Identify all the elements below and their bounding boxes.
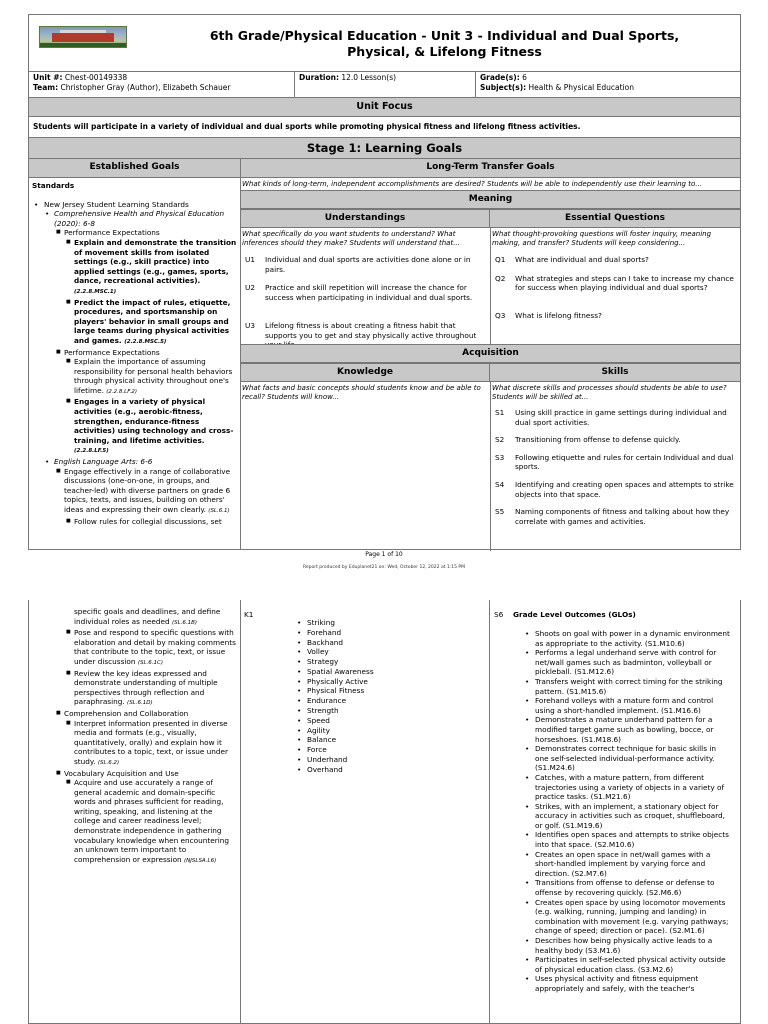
glo-item: • Catches, with a mature pattern, from different trajectories using a variety of objects in a variety of practice tasks. (S1.M21.6) [525,773,730,802]
skill-text: Following etiquette and rules for certain Individual and dual sports. [515,452,734,472]
ltt-goals-heading: Long-Term Transfer Goals [241,159,740,178]
unit-title: 6th Grade/Physical Education - Unit 3 - Individual and Dual Sports, Physical, & Lifelong Fitness [209,28,680,59]
standard-item [32,298,237,348]
standard-item [32,228,237,238]
document-page-2 [0,600,768,1024]
standards-heading: Standards [32,181,75,190]
standard-text: Acquire and use accurately a range of general academic and domain-specific words and phrases sufficient for reading, writing, speaking, and listening at the college and career readiness level; demonstrate independence in gathering vocabulary knowledge when encountering an unknown term important to comprehension or expression [74,778,230,864]
glo-list [525,629,730,994]
standards-list-continued [32,607,237,866]
skill-text: Transitioning from offense to defense quickly. [515,435,681,445]
unit-focus-text: Students will participate in a variety of individual and dual sports while promoting physical fitness and lifelong fitness activities. [28,116,741,138]
standard-item [32,200,237,210]
standard-code: (2.2.8.LF.2) [106,388,138,395]
k1-item: • Volley [297,647,477,657]
standard-text: Vocabulary Acquisition and Use [64,768,179,778]
standard-item [32,719,237,769]
k1-item: • Speed [297,716,477,726]
essential-question-text: What are individual and dual sports? [515,255,649,264]
essential-question-key: Q1 [495,255,506,264]
ltt-prompt: What kinds of long-term, independent accomplishments are desired? Students will be able to independently use their learning to... [242,180,702,188]
skills-prompt: What discrete skills and processes should students be able to use? Students will be skilled at... [492,384,727,401]
document-header [28,14,741,72]
glo-item: • Performs a legal underhand serve with control for net/wall games such as badminton, volleyball or pickleball. (S1.M12.6) [525,648,730,677]
standard-item [32,457,237,467]
standard-text: specific goals and deadlines, and define individual roles as needed [74,607,221,626]
standard-code: (SL.6.2) [97,759,120,766]
k1-item: • Physically Active [297,677,477,687]
standard-item [32,467,237,517]
standard-code: (2.2.8.LF.5) [74,448,109,455]
meaning-heading: Meaning [241,190,740,209]
k1-item: • Overhand [297,765,477,775]
understanding-text: Individual and dual sports are activities done alone or in pairs. [265,255,471,274]
standard-text: Predict the impact of rules, etiquette, procedures, and sportsmanship on players' behavior in small groups and large teams during physical activities and games. [74,297,231,345]
understanding-text: Lifelong fitness is about creating a fitness habit that supports you to get and stay physically active throughout [265,321,477,340]
skills-heading: Skills [490,363,740,382]
k1-item: • Forehand [297,628,477,638]
standard-code: (SL.6.1B) [171,619,198,626]
page-number: Page 1 of 10 [365,551,403,558]
glo-item: • Demonstrates a mature underhand pattern for a modified target game such as bowling, bocce, or horseshoes. (S1.M18.6) [525,715,730,744]
standard-item [32,709,237,719]
transfer-goals-column [241,159,740,549]
standard-text: Follow rules for collegial discussions, set [74,516,222,526]
k1-item: • Agility [297,726,477,736]
glo-item: • Describes how being physically active leads to a healthy body (S3.M1.6) [525,936,730,955]
k1-item: • Strategy [297,657,477,667]
standard-item [32,348,237,358]
established-goals-heading: Established Goals [29,159,240,178]
glo-item: • Forehand volleys with a mature form and control using a short-handled implement. (S1.M16.6) [525,696,730,715]
understanding-text: Practice and skill repetition will increase the chance for success when participating in individual and dual sports. [265,283,473,302]
standard-text: Comprehension and Collaboration [64,708,189,718]
standard-item [32,628,237,668]
standard-code: (2.2.8.MSC.5) [124,338,167,345]
standard-code: (NJSLSA.L6) [184,857,217,864]
standard-item [32,669,237,709]
s6-key: S6 [494,610,504,619]
standard-text: English Language Arts: 6-6 [54,457,153,467]
skill-text: Identifying and creating open spaces and attempts to strike objects into that space. [515,480,734,499]
standard-item [32,397,237,457]
standard-text: Performance Expectations [64,228,160,238]
acquisition-heading: Acquisition [241,344,740,363]
k1-item: • Striking [297,618,477,628]
standard-code: (SL.6.1) [208,508,230,514]
standards-column-continued [29,600,241,1023]
understanding-key: U1 [245,255,255,264]
standard-text: Pose and respond to specific questions with elaboration and detail by making comments that contribute to the topic, text, or issue under discussion [74,628,236,666]
essential-question-text: What is lifelong fitness? [515,311,602,321]
eq-prompt: What thought-provoking questions will foster inquiry, meaning making, and transfer? Students will keep considering... [492,230,712,247]
skill-key: S5 [495,507,505,517]
skill-key: S1 [495,408,505,417]
stage-1-heading: Stage 1: Learning Goals [28,137,741,159]
standard-text: Interpret information presented in diverse media and formats (e.g., visually, quantitatively, orally) and explain how it contributes to a topic, text, or issue under study. [74,718,229,766]
standard-text: Explain and demonstrate the transition of movement skills from isolated settings (e.g., skill practice) into applied settings (e.g., games, sports, dance, recreational activities). [74,237,237,286]
k1-item: • Force [297,745,477,755]
essential-question-text: What strategies and steps can I take to increase my chance for success when playing individual and dual sports? [515,273,734,293]
standard-item [32,357,237,397]
knowledge-column-continued [241,600,490,1023]
knowledge-prompt: What facts and basic concepts should students know and be able to recall? Students will know... [242,384,481,401]
standard-item [32,209,237,228]
k1-item: • Strength [297,706,477,716]
k1-item: • Spatial Awareness [297,667,477,677]
standard-item [32,769,237,779]
standard-code: (SL.6.1D) [127,700,153,707]
understandings-heading: Understandings [241,209,490,228]
report-footer: Report produced by Eduplanet21 on: Wed, October 12, 2022 at 1:15 PM [302,565,466,570]
skill-key: S4 [495,480,505,489]
essential-question-key: Q3 [495,311,506,321]
skills-column-continued [490,600,740,1023]
standard-text: Explain the importance of assuming responsibility for personal health behaviors through physical activity throughout one's lifetime. [74,357,233,395]
glo-item: • Demonstrates correct technique for basic skills in one self-selected individual-performance activity. (S1.M24.6) [525,744,730,773]
k1-item: • Backhand [297,638,477,648]
standard-item [32,607,237,628]
glo-item: • Creates an open space in net/wall games with a short-handled implement by varying force and direction. (S2.M7.6) [525,850,730,879]
k1-key: K1 [244,610,254,619]
glo-item: • Identifies open spaces and attempts to strike objects into that space. (S2.M10.6) [525,830,730,849]
unit-focus-heading: Unit Focus [28,97,741,117]
standard-text: New Jersey Student Learning Standards [44,199,189,209]
skill-key: S3 [495,452,505,462]
glo-item: • Participates in self-selected physical activity outside of physical education class. (S3.M2.6) [525,955,730,974]
standard-item [32,238,237,298]
essential-questions-heading: Essential Questions [490,209,740,228]
standard-text: Performance Expectations [64,347,160,357]
skill-text: Using skill practice in game settings during individual and dual sport activities. [515,408,727,427]
essential-question-key: Q2 [495,273,506,283]
k1-item: • Balance [297,735,477,745]
standards-list [32,181,237,526]
school-logo [39,26,127,48]
standard-item [32,778,237,866]
skill-key: S2 [495,435,505,445]
knowledge-heading: Knowledge [241,363,490,382]
k1-item: • Underhand [297,755,477,765]
standard-text: Review the key ideas expressed and demonstrate understanding of multiple perspectives through reflection and paraphrasing. [74,668,218,707]
understanding-key: U2 [245,283,255,293]
glo-item: • Transitions from offense to defense or defense to offense by recovering quickly. (S2.M6.6) [525,878,730,897]
standard-item [32,517,237,527]
unit-meta: Unit #: Chest-00149338 Team: Christopher Gray (Author), Elizabeth Schauer Duration: 12.0 Lesson(s) Grade(s): 6 Subject(s): Health & Physical Education [28,71,741,98]
k1-item: • Physical Fitness [297,686,477,696]
glo-item: • Uses physical activity and fitness equipment appropriately and safely, with the teacher's [525,974,730,993]
standard-text: Comprehensive Health and Physical Education (2020): 6-8 [54,209,225,228]
k1-vocabulary-list [297,618,477,775]
learning-goals-table [28,158,741,550]
understanding-key: U3 [245,321,255,330]
understandings-prompt: What specifically do you want students to understand? What inferences should they make? Students will understand that... [242,230,460,247]
standard-code: (SL.6.1C) [137,659,164,666]
learning-goals-table-continued [28,600,741,1024]
standard-text: Engage effectively in a range of collaborative discussions (one-on-one, in groups, and teacher-led) with diverse partners on grade 6 topics, texts, and issues, building on others' ideas and expressing their own clearly. [64,466,231,514]
skill-text: Naming components of fitness and talking about how they correlate with games and activities. [515,507,730,526]
standard-code: (2.2.8.MSC.1) [74,288,117,295]
standard-text: Engages in a variety of physical activities (e.g., aerobic-fitness, strengthen, endurance-fitness activities) using technology and cross-training, and lifetime activities. [74,397,234,445]
glo-item: • Creates open space by using locomotor movements (e.g. walking, running, jumping and landing) in combination with movement (e.g. varying pathways; change of speed; direction or pace). (S2.M1.6) [525,898,730,936]
s6-title: Grade Level Outcomes (GLOs) [513,610,636,619]
glo-item: • Transfers weight with correct timing for the striking pattern. (S1.M15.6) [525,677,730,696]
k1-item: • Endurance [297,696,477,706]
glo-item: • Shoots on goal with power in a dynamic environment as appropriate to the activity. (S1.M10.6) [525,629,730,648]
established-goals-column [29,159,241,549]
glo-item: • Strikes, with an implement, a stationary object for accuracy in activities such as croquet, shuffleboard, or golf. (S1.M19.6) [525,802,730,831]
